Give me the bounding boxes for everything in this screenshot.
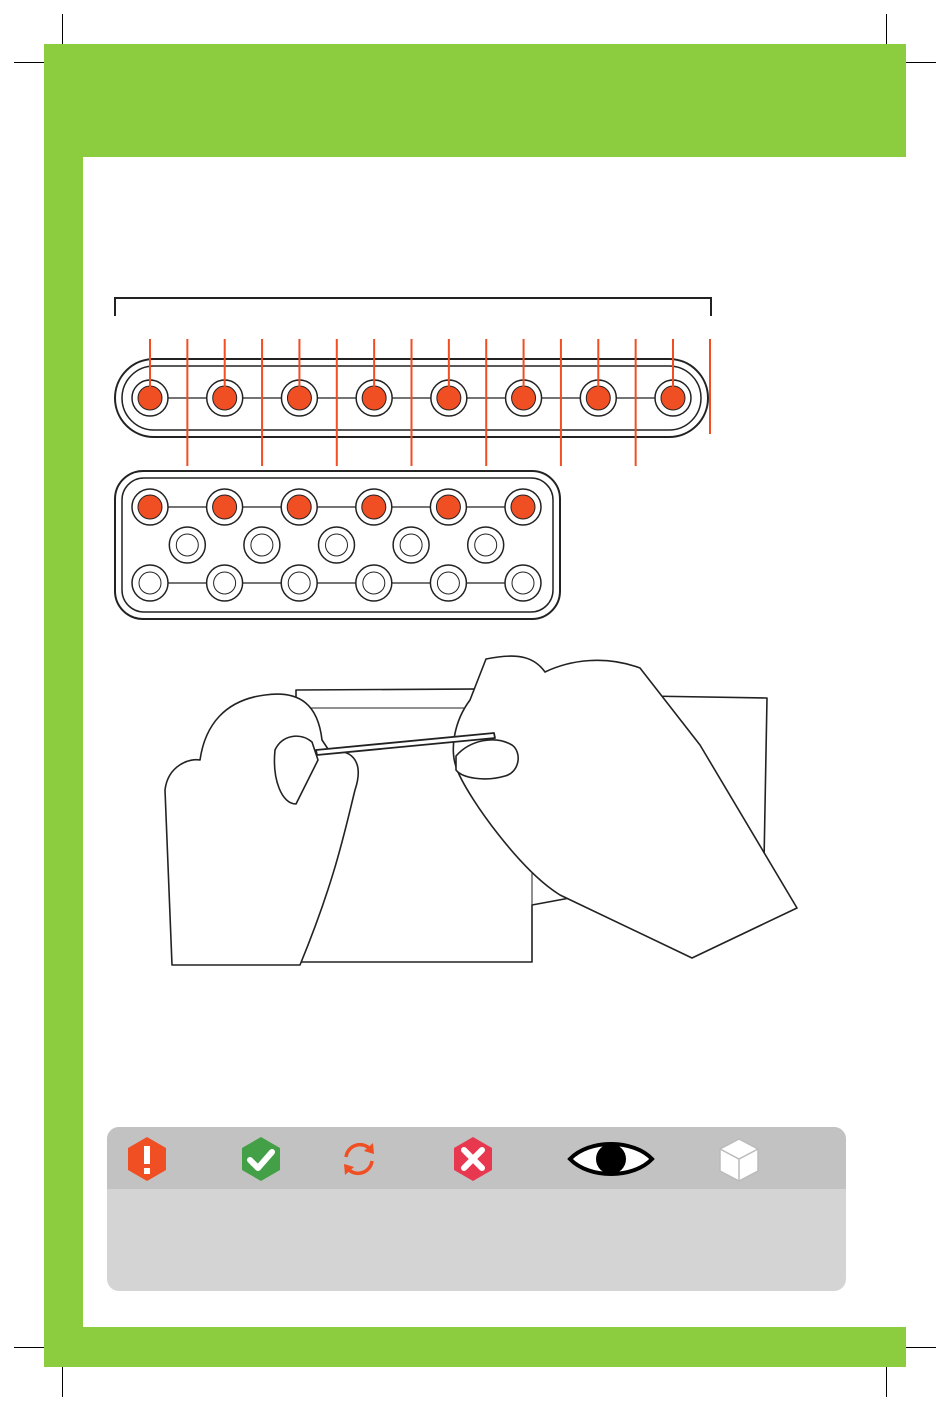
cross-icon	[449, 1135, 497, 1183]
plate-hole	[512, 572, 534, 594]
plate-hole	[400, 534, 422, 556]
plate-hole	[213, 495, 237, 519]
plate-hole	[139, 572, 161, 594]
plate-part	[115, 471, 560, 619]
check-icon	[237, 1135, 285, 1183]
rotate-icon	[335, 1135, 383, 1183]
plate-hole	[176, 534, 198, 556]
plate-hole	[251, 534, 273, 556]
plate-hole	[363, 572, 385, 594]
cube-icon	[715, 1135, 763, 1183]
legend-header	[107, 1127, 846, 1189]
plate-hole	[138, 495, 162, 519]
legend-panel	[107, 1127, 846, 1291]
plate-hole	[436, 495, 460, 519]
plate-hole	[326, 534, 348, 556]
plate-hole	[475, 534, 497, 556]
plate-hole	[511, 495, 535, 519]
hands-illustration	[165, 656, 797, 965]
plate-hole	[287, 495, 311, 519]
plate-hole	[214, 572, 236, 594]
plate-hole	[437, 572, 459, 594]
footer-band	[44, 1327, 906, 1367]
warning-icon	[123, 1135, 171, 1183]
length-bracket	[115, 298, 711, 316]
plate-hole	[362, 495, 386, 519]
eye-icon	[567, 1135, 655, 1183]
plate-hole	[288, 572, 310, 594]
